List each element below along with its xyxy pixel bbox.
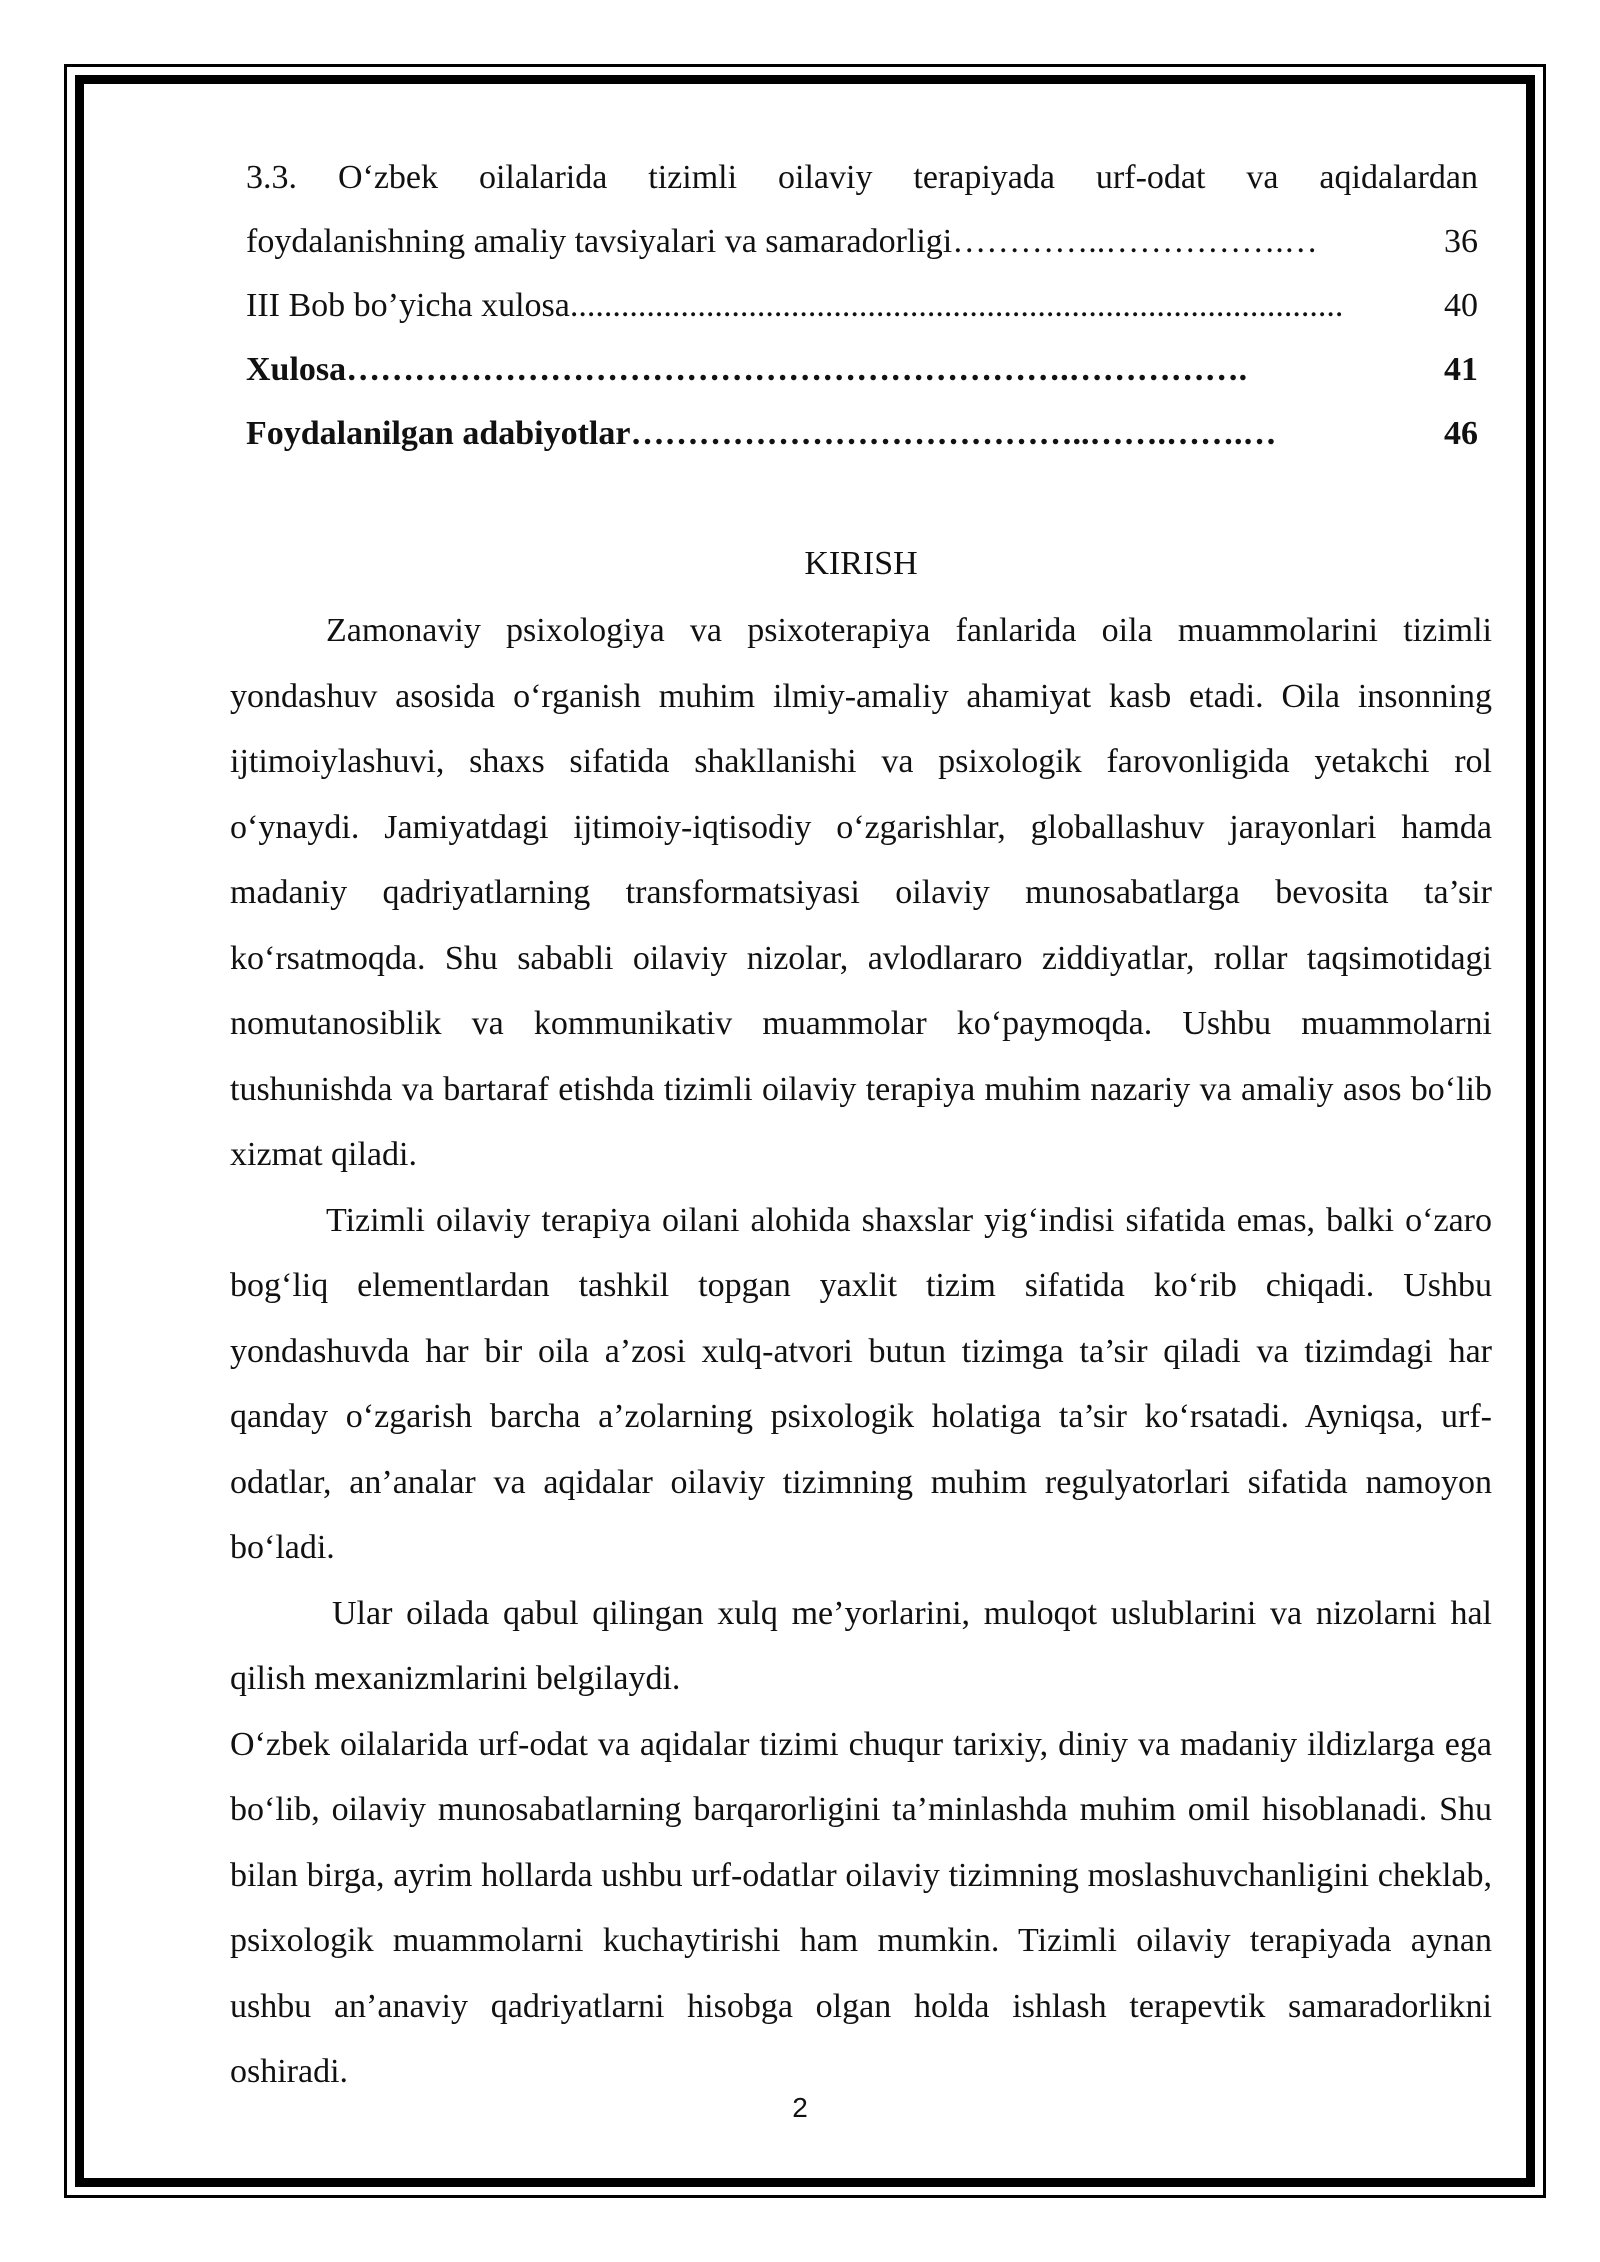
toc-item-text: III Bob bo’yicha xulosa: [246, 287, 570, 324]
toc-item-3-3-line2: [246, 212, 1478, 276]
toc-item-text: Foydalanilgan adabiyotlar: [246, 415, 631, 452]
paragraph: Zamonaviy psixologiya va psixoterapiya fanlarida oila muammolarini tizimli yondashuv asosida o‘rganish muhim ilmiy-amaliy ahamiyat kasb etadi. Oila insonning ijtimoiylashuvi, shaxs sifatida shakllanishi va psixologik farovonligida yetakchi rol o‘ynaydi. Jamiyatdagi ijtimoiy-iqtisodiy o‘zgarishlar, globallashuv jarayonlari hamda madaniy qadriyatlarning transformatsiyasi oilaviy munosabatlarga bevosita ta’sir ko‘rsatmoqda. Shu sababli oilaviy nizolar, avlodlararo ziddiyatlar, rollar taqsimotidagi nomutanosiblik va kommunikativ muammolar ko‘paymoqda. Ushbu muammolarni tushunishda va bartaraf etishda tizimli oilaviy terapiya muhim nazariy va amaliy asos bo‘lib xizmat qiladi.: [230, 612, 1492, 1173]
toc-item-text: Xulosa: [246, 351, 347, 388]
toc-leader-dots: ...........................................................................................: [569, 287, 1344, 324]
body-text: [230, 598, 1492, 2105]
toc-item-adabiyotlar: [246, 404, 1478, 468]
paragraph: Ular oilada qabul qilingan xulq me’yorlarini, muloqot uslublarini va nizolarni hal qilish mexanizmlarini belgilaydi.: [230, 1594, 1492, 1697]
toc-page-number: 36: [1444, 223, 1478, 260]
toc-leader-dots: …………………………………..…….…….…: [630, 415, 1277, 452]
toc-page-number: 41: [1444, 351, 1478, 388]
paragraph: Tizimli oilaviy terapiya oilani alohida shaxslar yig‘indisi sifatida emas, balki o‘zaro bog‘liq elementlardan tashkil topgan yaxlit tizim sifatida ko‘rib chiqadi. Ushbu yondashuvda har bir oila a’zosi xulq-atvori butun tizimga ta’sir qiladi va tizimdagi har qanday o‘zgarish barcha a’zolarning psixologik holatiga ta’sir ko‘rsatadi. Ayniqsa, urf-odatlar, an’analar va aqidalar oilaviy tizimning muhim regulyatorlari sifatida namoyon bo‘ladi.: [230, 1201, 1492, 1566]
toc-leader-dots: ……………………………………………………….…………….: [346, 351, 1248, 388]
toc-page-number: 40: [1444, 287, 1478, 324]
paragraph: O‘zbek oilalarida urf-odat va aqidalar tizimi chuqur tarixiy, diniy va madaniy ildizlarga ega bo‘lib, oilaviy munosabatlarning barqarorligini ta’minlashda muhim omil hisoblanadi. Shu bilan birga, ayrim hollarda ushbu urf-odatlar oilaviy tizimning moslashuvchanligini cheklab, psixologik muammolarni kuchaytirishi ham mumkin. Tizimli oilaviy terapiyada aynan ushbu an’anaviy qadriyatlarni hisobga olgan holda ishlash terapevtik samaradorlikni oshiradi.: [230, 1725, 1492, 2090]
toc-item-text: foydalanishning amaliy tavsiyalari va samaradorligi: [246, 223, 953, 260]
toc-page-number: 46: [1444, 415, 1478, 452]
section-heading: KIRISH: [804, 545, 918, 582]
toc-item-xulosa: [246, 340, 1478, 404]
toc-item-bob3: [246, 276, 1478, 340]
toc-leader-dots: …………..…………….…: [952, 223, 1318, 260]
page-number: 2: [792, 2092, 808, 2123]
toc-item-3-3-line1: 3.3. O‘zbek oilalarida tizimli oilaviy terapiyada urf-odat va aqidalardan: [246, 159, 1478, 196]
table-of-contents: [246, 148, 1478, 468]
